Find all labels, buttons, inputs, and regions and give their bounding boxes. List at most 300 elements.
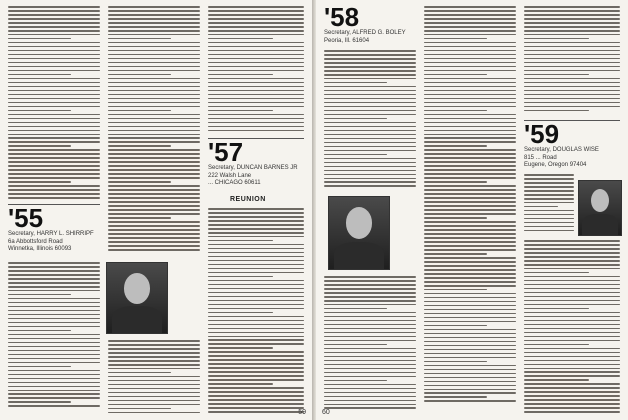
text-line bbox=[8, 6, 100, 8]
text-line bbox=[208, 320, 304, 322]
text-line bbox=[324, 142, 416, 144]
text-line bbox=[108, 384, 200, 386]
text-line bbox=[424, 149, 516, 151]
text-line bbox=[108, 153, 200, 155]
text-line bbox=[108, 26, 200, 28]
text-line bbox=[324, 185, 416, 187]
text-line bbox=[324, 138, 416, 140]
text-line bbox=[8, 366, 71, 368]
text-line bbox=[424, 141, 516, 143]
text-line bbox=[108, 70, 200, 72]
text-line bbox=[524, 240, 620, 242]
text-line bbox=[524, 82, 620, 84]
text-line bbox=[524, 371, 620, 373]
text-line bbox=[524, 304, 620, 306]
text-line bbox=[524, 42, 620, 44]
text-line bbox=[8, 270, 100, 272]
text-line bbox=[208, 224, 304, 226]
text-line bbox=[424, 78, 516, 80]
text-line bbox=[208, 359, 304, 361]
address-line: Winnetka, Illinois 60093 bbox=[8, 246, 72, 252]
right-page bbox=[316, 0, 628, 420]
text-line bbox=[208, 276, 273, 278]
text-line bbox=[8, 14, 100, 16]
text-line bbox=[108, 137, 200, 139]
text-line bbox=[108, 364, 200, 366]
text-line bbox=[424, 317, 516, 319]
text-line bbox=[8, 102, 100, 104]
text-line bbox=[8, 22, 100, 24]
text-line bbox=[8, 90, 100, 92]
text-line bbox=[8, 390, 100, 392]
text-line bbox=[524, 320, 620, 322]
class-55-address bbox=[8, 231, 100, 254]
text-line bbox=[424, 293, 516, 295]
text-line bbox=[324, 328, 416, 330]
text-line bbox=[108, 149, 200, 151]
text-line bbox=[108, 30, 200, 32]
text-line bbox=[524, 102, 620, 104]
text-line bbox=[108, 94, 200, 96]
text-line bbox=[8, 165, 100, 167]
text-line bbox=[208, 288, 304, 290]
text-line bbox=[208, 292, 304, 294]
body-text-block bbox=[524, 6, 620, 114]
text-line bbox=[108, 408, 171, 410]
text-line bbox=[8, 46, 100, 48]
text-line bbox=[208, 50, 304, 52]
text-line bbox=[108, 360, 200, 362]
text-line bbox=[208, 332, 304, 334]
text-line bbox=[324, 284, 416, 286]
text-line bbox=[524, 94, 620, 96]
text-line bbox=[108, 368, 200, 370]
text-line bbox=[108, 102, 200, 104]
text-line bbox=[208, 34, 304, 36]
text-line bbox=[524, 336, 620, 338]
text-line bbox=[208, 296, 304, 298]
text-line bbox=[8, 126, 100, 128]
text-line bbox=[108, 62, 200, 64]
text-line bbox=[524, 98, 620, 100]
text-line bbox=[424, 14, 516, 16]
text-line bbox=[524, 226, 574, 228]
text-line bbox=[524, 379, 589, 381]
text-line bbox=[524, 110, 589, 112]
text-line bbox=[424, 90, 516, 92]
text-line bbox=[8, 169, 100, 171]
text-line bbox=[424, 34, 516, 36]
text-line bbox=[108, 197, 200, 199]
text-line bbox=[324, 312, 416, 314]
text-line bbox=[524, 86, 620, 88]
text-line bbox=[108, 50, 200, 52]
text-line bbox=[108, 356, 200, 358]
text-line bbox=[324, 300, 416, 302]
text-line bbox=[524, 248, 620, 250]
text-line bbox=[208, 316, 304, 318]
text-line bbox=[524, 14, 620, 16]
text-line bbox=[208, 122, 304, 124]
text-line bbox=[8, 62, 100, 64]
text-line bbox=[324, 54, 416, 56]
text-line bbox=[324, 50, 416, 52]
text-line bbox=[8, 306, 100, 308]
text-line bbox=[108, 114, 200, 116]
text-line bbox=[524, 50, 620, 52]
text-line bbox=[424, 213, 516, 215]
text-line bbox=[424, 289, 487, 291]
text-line bbox=[8, 362, 100, 364]
text-line bbox=[424, 201, 516, 203]
text-line bbox=[424, 118, 516, 120]
text-line bbox=[208, 343, 304, 345]
text-line bbox=[424, 42, 516, 44]
text-line bbox=[324, 388, 416, 390]
text-line bbox=[424, 161, 516, 163]
text-line bbox=[208, 324, 304, 326]
text-line bbox=[208, 130, 304, 132]
text-line bbox=[108, 225, 200, 227]
text-line bbox=[108, 217, 171, 219]
text-line bbox=[424, 229, 516, 231]
text-line bbox=[324, 288, 416, 290]
text-line bbox=[424, 377, 516, 379]
text-line bbox=[208, 407, 304, 409]
text-line bbox=[524, 244, 620, 246]
text-line bbox=[524, 198, 574, 200]
text-line bbox=[324, 90, 416, 92]
class-59-address bbox=[524, 147, 620, 170]
address-line: Secretary, ALFRED G. BOLEY bbox=[324, 30, 406, 36]
text-line bbox=[424, 269, 516, 271]
text-line bbox=[324, 407, 416, 409]
page-number: 59 bbox=[298, 409, 306, 416]
text-line bbox=[208, 30, 304, 32]
text-line bbox=[208, 208, 304, 210]
text-line bbox=[324, 400, 416, 402]
text-line bbox=[324, 336, 416, 338]
text-line bbox=[324, 122, 416, 124]
text-line bbox=[424, 50, 516, 52]
text-line bbox=[324, 98, 416, 100]
class-year-59: '59 bbox=[524, 119, 560, 149]
text-line bbox=[8, 330, 71, 332]
text-line bbox=[324, 404, 416, 406]
text-line bbox=[208, 14, 304, 16]
text-line bbox=[208, 18, 304, 20]
text-line bbox=[8, 405, 100, 407]
text-line bbox=[424, 134, 516, 136]
text-line bbox=[524, 340, 620, 342]
text-line bbox=[424, 153, 516, 155]
address-line: Secretary, DOUGLAS WISE bbox=[524, 147, 599, 153]
text-line bbox=[8, 286, 100, 288]
text-line bbox=[108, 38, 171, 40]
text-line bbox=[208, 46, 304, 48]
text-line bbox=[424, 345, 516, 347]
text-line bbox=[524, 316, 620, 318]
text-line bbox=[324, 166, 416, 168]
text-line bbox=[324, 181, 416, 183]
text-line bbox=[208, 216, 304, 218]
text-line bbox=[8, 282, 100, 284]
text-line bbox=[8, 350, 100, 352]
text-line bbox=[524, 256, 620, 258]
text-line bbox=[208, 256, 304, 258]
text-line bbox=[324, 62, 416, 64]
text-line bbox=[108, 233, 200, 235]
text-line bbox=[208, 42, 304, 44]
text-line bbox=[324, 78, 416, 80]
text-line bbox=[208, 252, 304, 254]
body-text-block bbox=[8, 6, 100, 201]
text-line bbox=[108, 54, 200, 56]
text-line bbox=[424, 98, 516, 100]
text-line bbox=[524, 300, 620, 302]
text-line bbox=[524, 190, 574, 192]
text-line bbox=[324, 368, 416, 370]
class-year-55: '55 bbox=[8, 203, 44, 233]
text-line bbox=[424, 261, 516, 263]
section-heading-reunion: REUNION bbox=[230, 196, 266, 203]
text-line bbox=[8, 161, 100, 163]
text-line bbox=[208, 375, 304, 377]
text-line bbox=[108, 344, 200, 346]
body-text-block bbox=[8, 262, 100, 409]
text-line bbox=[108, 82, 200, 84]
text-line bbox=[424, 122, 516, 124]
text-line bbox=[8, 98, 100, 100]
text-line bbox=[424, 193, 516, 195]
text-line bbox=[524, 348, 620, 350]
text-line bbox=[108, 221, 200, 223]
text-line bbox=[8, 354, 100, 356]
portrait-photo bbox=[328, 196, 390, 270]
text-line bbox=[8, 189, 100, 191]
text-line bbox=[524, 222, 574, 224]
text-line bbox=[108, 177, 200, 179]
text-line bbox=[324, 340, 416, 342]
text-line bbox=[208, 403, 304, 405]
text-line bbox=[324, 94, 416, 96]
text-line bbox=[424, 353, 516, 355]
text-line bbox=[524, 296, 620, 298]
text-line bbox=[108, 193, 200, 195]
text-line bbox=[524, 411, 620, 413]
text-line bbox=[8, 122, 100, 124]
text-line bbox=[424, 62, 516, 64]
text-line bbox=[424, 329, 516, 331]
text-line bbox=[8, 322, 100, 324]
text-line bbox=[108, 157, 200, 159]
text-line bbox=[108, 245, 200, 247]
text-line bbox=[324, 102, 416, 104]
text-line bbox=[324, 308, 387, 310]
text-line bbox=[8, 141, 100, 143]
text-line bbox=[524, 206, 558, 208]
text-line bbox=[208, 90, 304, 92]
text-line bbox=[8, 181, 71, 183]
text-line bbox=[208, 244, 304, 246]
text-line bbox=[208, 58, 304, 60]
text-line bbox=[424, 22, 516, 24]
text-line bbox=[524, 230, 574, 232]
text-line bbox=[424, 189, 516, 191]
text-line bbox=[8, 401, 71, 403]
text-line bbox=[524, 276, 620, 278]
text-line bbox=[424, 297, 516, 299]
text-line bbox=[208, 62, 304, 64]
text-line bbox=[424, 400, 516, 402]
text-line bbox=[424, 321, 516, 323]
text-line bbox=[324, 316, 416, 318]
text-line bbox=[424, 392, 516, 394]
text-line bbox=[524, 194, 574, 196]
text-line bbox=[524, 407, 620, 409]
text-line bbox=[8, 386, 100, 388]
text-line bbox=[108, 348, 200, 350]
text-line bbox=[524, 383, 620, 385]
text-line bbox=[524, 10, 620, 12]
text-line bbox=[524, 272, 589, 274]
text-line bbox=[208, 379, 304, 381]
text-line bbox=[8, 114, 100, 116]
text-line bbox=[524, 344, 589, 346]
text-line bbox=[208, 228, 304, 230]
text-line bbox=[208, 304, 304, 306]
text-line bbox=[324, 126, 416, 128]
text-line bbox=[208, 367, 304, 369]
text-line bbox=[108, 181, 171, 183]
text-line bbox=[208, 268, 304, 270]
text-line bbox=[8, 38, 71, 40]
text-line bbox=[208, 106, 304, 108]
address-line: Peoria, Ill. 61604 bbox=[324, 37, 370, 44]
text-line bbox=[208, 363, 304, 365]
text-line bbox=[108, 10, 200, 12]
text-line bbox=[208, 395, 304, 397]
text-line bbox=[324, 276, 416, 278]
text-line bbox=[424, 257, 516, 259]
text-line bbox=[108, 205, 200, 207]
text-line bbox=[108, 130, 200, 132]
text-line bbox=[108, 6, 200, 8]
text-line bbox=[108, 241, 200, 243]
text-line bbox=[208, 82, 304, 84]
text-line bbox=[424, 106, 516, 108]
body-text-block bbox=[324, 276, 416, 411]
text-line bbox=[108, 209, 200, 211]
body-text-block bbox=[108, 340, 200, 416]
portrait-photo bbox=[106, 262, 168, 334]
text-line bbox=[324, 352, 416, 354]
body-text-block bbox=[108, 6, 200, 253]
text-line bbox=[424, 305, 516, 307]
text-line bbox=[424, 253, 487, 255]
text-line bbox=[524, 268, 620, 270]
text-line bbox=[424, 209, 516, 211]
class-year-57: '57 bbox=[208, 137, 244, 167]
text-line bbox=[8, 290, 100, 292]
text-line bbox=[208, 371, 304, 373]
text-line bbox=[8, 110, 71, 112]
body-text-block bbox=[208, 208, 304, 415]
text-line bbox=[8, 378, 100, 380]
text-line bbox=[8, 106, 100, 108]
text-line bbox=[524, 26, 620, 28]
text-line bbox=[208, 411, 304, 413]
text-line bbox=[108, 185, 200, 187]
text-line bbox=[208, 232, 304, 234]
text-line bbox=[108, 46, 200, 48]
text-line bbox=[208, 212, 304, 214]
text-line bbox=[424, 26, 516, 28]
text-line bbox=[108, 134, 200, 136]
text-line bbox=[424, 86, 516, 88]
text-line bbox=[524, 74, 589, 76]
text-line bbox=[424, 369, 516, 371]
text-line bbox=[8, 70, 100, 72]
text-line bbox=[424, 237, 516, 239]
text-line bbox=[108, 58, 200, 60]
text-line bbox=[108, 376, 200, 378]
text-line bbox=[108, 412, 200, 414]
text-line bbox=[108, 173, 200, 175]
text-line bbox=[108, 392, 200, 394]
text-line bbox=[524, 312, 620, 314]
text-line bbox=[8, 262, 100, 264]
text-line bbox=[424, 74, 487, 76]
text-line bbox=[424, 337, 516, 339]
text-line bbox=[208, 240, 273, 242]
text-line bbox=[208, 102, 304, 104]
text-line bbox=[524, 90, 620, 92]
text-line bbox=[424, 145, 487, 147]
text-line bbox=[324, 332, 416, 334]
text-line bbox=[324, 86, 416, 88]
body-text-block bbox=[424, 6, 516, 404]
text-line bbox=[324, 178, 416, 180]
text-line bbox=[524, 292, 620, 294]
text-line bbox=[424, 110, 487, 112]
text-line bbox=[108, 126, 200, 128]
text-line bbox=[424, 94, 516, 96]
text-line bbox=[524, 308, 589, 310]
text-line bbox=[424, 130, 516, 132]
text-line bbox=[108, 106, 200, 108]
text-line bbox=[524, 210, 574, 212]
text-line bbox=[424, 273, 516, 275]
text-line bbox=[524, 395, 620, 397]
text-line bbox=[424, 185, 516, 187]
address-line: 222 Walsh Lane bbox=[208, 172, 252, 179]
text-line bbox=[524, 391, 620, 393]
left-page bbox=[0, 0, 312, 420]
text-line bbox=[8, 346, 100, 348]
text-line bbox=[324, 380, 387, 382]
text-line bbox=[208, 38, 273, 40]
text-line bbox=[324, 348, 416, 350]
text-line bbox=[424, 46, 516, 48]
text-line bbox=[524, 375, 620, 377]
text-line bbox=[108, 189, 200, 191]
text-line bbox=[324, 320, 416, 322]
address-line: 6a Abbottsford Road bbox=[8, 238, 63, 245]
text-line bbox=[8, 82, 100, 84]
text-line bbox=[424, 18, 516, 20]
text-line bbox=[208, 220, 304, 222]
